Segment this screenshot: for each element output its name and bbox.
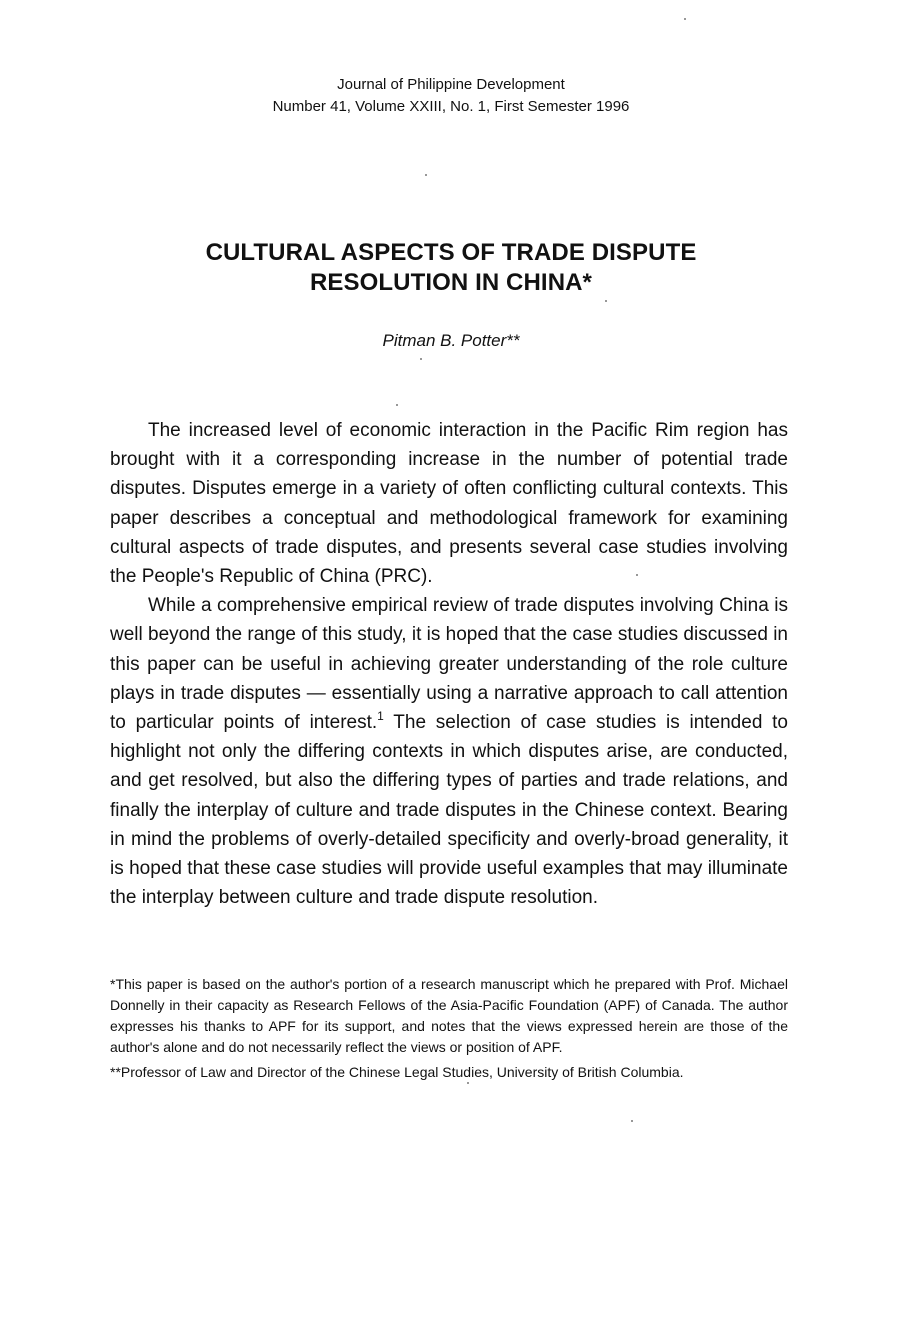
footnotes [110, 974, 788, 1083]
title-line-1: CULTURAL ASPECTS OF TRADE DISPUTE [205, 239, 697, 266]
paper-title [0, 238, 902, 298]
title-line-2: RESOLUTION IN CHINA* [309, 269, 592, 296]
footnote-2: **Professor of Law and Director of the Chinese Legal Studies, University of British Columbia. [110, 1064, 684, 1080]
scan-speck [605, 300, 607, 302]
paragraph-2-part-1: While a comprehensive empirical review of trade disputes involving China is well beyond the range of this study, it is hoped that the case studies discussed in this paper can be useful in achieving greater understanding of the role culture plays in trade disputes — essentially using a narrative approach to call attention to particular points of interest. [110, 595, 788, 734]
footnote-reference: 1 [377, 709, 384, 724]
scan-speck [396, 404, 398, 406]
scan-speck [467, 1082, 469, 1084]
scan-speck [684, 18, 686, 20]
scan-speck [425, 174, 427, 176]
scan-speck [631, 1120, 633, 1122]
paragraph-2 [110, 591, 788, 912]
body-text [110, 416, 788, 912]
scan-speck [420, 358, 422, 360]
author-name: Pitman B. Potter** [382, 331, 520, 350]
journal-name: Journal of Philippine Development [337, 76, 565, 93]
paragraph-2-part-2: The selection of case studies is intended to highlight not only the differing contexts in which disputes arise, are conducted, and get resolved, but also the differing types of parties and trade relations, and finally the interplay of culture and trade disputes in the Chinese context. Bearing in mind the problems of overly-detailed specificity and overly-broad generality, it is hoped that these case studies will provide useful examples that may illuminate the interplay between culture and trade dispute resolution. [110, 712, 788, 909]
issue-info: Number 41, Volume XXIII, No. 1, First Semester 1996 [272, 98, 630, 115]
scan-speck [636, 574, 638, 576]
paragraph-1: The increased level of economic interaction in the Pacific Rim region has brought with it a corresponding increase in the number of potential trade disputes. Disputes emerge in a variety of often conflicting cultural contexts. This paper describes a conceptual and methodological framework for examining cultural aspects of trade disputes, and presents several case studies involving the People's Republic of China (PRC). [110, 420, 788, 588]
journal-header [0, 74, 902, 118]
footnote-1: *This paper is based on the author's portion of a research manuscript which he prepared with Prof. Michael Donnelly in their capacity as Research Fellows of the Asia-Pacific Foundation (APF) of Canada. The author expresses his thanks to APF for its support, and notes that the views expressed herein are those of the author's alone and do not necessarily reflect the views or position of APF. [110, 976, 788, 1055]
